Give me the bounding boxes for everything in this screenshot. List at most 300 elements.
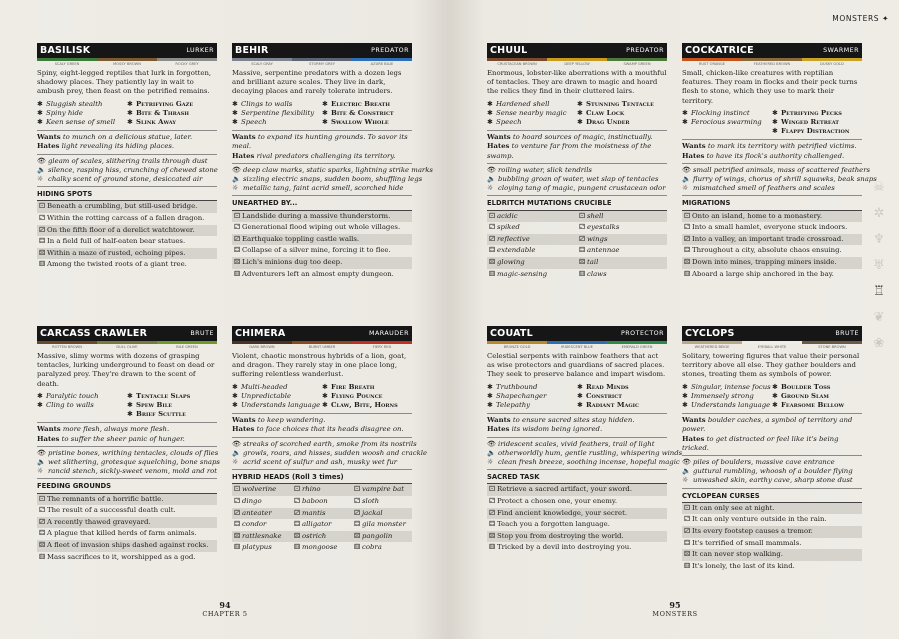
roll-table-title: FEEDING GROUNDS <box>37 482 217 493</box>
table-row: ⚁ Generational flood wiping out whole villages. <box>232 222 412 234</box>
table-row <box>487 257 667 269</box>
table-row: ⚃ It's terrified of small mammals. <box>682 538 862 550</box>
die-icon: ⚂ <box>233 508 241 517</box>
divider <box>37 154 217 155</box>
nav-splat-icon[interactable]: ✲ <box>873 206 885 221</box>
color-label: BURNT UMBER <box>308 345 336 349</box>
monster-description: Spiny, eight-legged reptiles that lurk in forgotten, shadowy places. They patiently lay in wait to ambush prey, then feast on the petrified remains. <box>37 69 212 96</box>
sense-line: 🔈 sizzling electric snaps, sudden boom, shuffling legs <box>232 175 423 184</box>
sense-line: ☼ unwashed skin, earthy cave, sharp stone dust <box>682 476 853 485</box>
monster-role: BRUTE <box>835 329 859 337</box>
divider <box>232 130 412 131</box>
table-cell: ⚂ mantis <box>292 508 352 520</box>
table-row <box>487 234 667 246</box>
nav-glyph-icon[interactable]: ♅ <box>873 258 885 273</box>
trait-item: ✱ Flocking instinct <box>682 108 750 117</box>
monster-name: BEHIR <box>235 44 269 56</box>
color-labels <box>682 61 862 67</box>
trait-item: ✱ Speech <box>232 118 267 127</box>
sound-icon: 🔈 <box>682 467 691 476</box>
monster-name: CYCLOPS <box>685 327 735 339</box>
die-icon: ⚃ <box>488 246 496 255</box>
die-icon: ⚂ <box>293 508 301 517</box>
move-item: ✱ Ground Slam <box>772 391 829 400</box>
die-icon: ⚄ <box>233 258 241 267</box>
page-number: 95 <box>669 600 681 610</box>
trait-item: ✱ Ferocious swarming <box>682 118 762 127</box>
trait-list <box>487 100 667 128</box>
smell-icon: ☼ <box>682 476 689 485</box>
sense-line: ☼ cloying tang of magic, pungent crustacean odor <box>487 184 666 193</box>
star-icon: ✱ <box>772 382 778 391</box>
color-label: SCALY GRAY <box>251 62 273 66</box>
table-cell: ⚀ acidic <box>487 211 577 223</box>
nav-trident-icon[interactable]: ♆ <box>873 232 885 247</box>
divider <box>232 437 412 438</box>
star-icon: ✱ <box>232 401 238 410</box>
roll-table <box>682 211 862 281</box>
die-icon: ⚂ <box>233 234 241 243</box>
table-row: ⚃ A plague that killed herds of farm animals. <box>37 528 217 540</box>
die-icon: ⚅ <box>683 269 691 278</box>
sound-icon: 🔈 <box>37 458 46 467</box>
die-icon: ⚂ <box>353 508 361 517</box>
die-icon: ⚀ <box>683 211 691 220</box>
sense-line: 👁 small petrified animals, mass of scattered feathers <box>682 165 871 174</box>
divider <box>232 195 412 196</box>
die-icon: ⚄ <box>293 531 301 540</box>
star-icon: ✱ <box>322 391 328 400</box>
table-row: ⚂ On the fifth floor of a derelict watchtower. <box>37 225 217 237</box>
roll-table-title: CYCLOPEAN CURSES <box>682 492 862 503</box>
monster-description: Solitary, towering figures that value their personal territory above all else. They gather boulders and stones, treating them as symbols of power. <box>682 352 860 379</box>
star-icon: ✱ <box>577 382 583 391</box>
color-labels <box>487 344 667 350</box>
move-item: ✱ Fearsome Bellow <box>772 401 845 410</box>
sense-line: ☼ metallic tang, faint acrid smell, scorched hide <box>232 184 404 193</box>
die-icon: ⚁ <box>488 223 496 232</box>
table-row: ⚄ A fleet of invasion ships dashed against rocks. <box>37 540 217 552</box>
wants-line: Wants to hoard sources of magic, instinctually. <box>487 133 653 142</box>
sight-icon: 👁 <box>682 165 691 174</box>
table-row: ⚂ Its every footstep causes a tremor. <box>682 526 862 538</box>
monster-name: BASILISK <box>40 44 91 56</box>
card-title-bar <box>37 43 217 58</box>
die-icon: ⚀ <box>683 503 691 512</box>
sense-line: ☼ clean fresh breeze, soothing incense, hopeful magic <box>487 458 680 467</box>
star-icon: ✱ <box>772 108 778 117</box>
table-row: ⚂ Find ancient knowledge, your secret. <box>487 508 667 520</box>
monster-card-basilisk <box>37 43 217 271</box>
card-title-bar <box>682 43 862 58</box>
star-icon: ✱ <box>127 410 133 419</box>
die-icon: ⚀ <box>353 485 361 494</box>
table-cell: ⚀ rhino <box>292 484 352 496</box>
table-row: ⚄ Down into mines, trapping miners inside. <box>682 257 862 269</box>
move-item: ✱ Flappy Distraction <box>772 127 850 136</box>
table-row <box>232 519 412 531</box>
smell-icon: ☼ <box>37 175 44 184</box>
table-row: ⚀ Onto an island, home to a monastery. <box>682 211 862 223</box>
table-row: ⚁ The result of a successful death cult. <box>37 505 217 517</box>
section-mark-icon: ✦ <box>882 14 889 23</box>
trait-item: ✱ Multi-headed <box>232 382 288 391</box>
die-icon: ⚁ <box>488 497 496 506</box>
star-icon: ✱ <box>37 401 43 410</box>
move-item: ✱ Stunning Tentacle <box>577 99 654 108</box>
star-icon: ✱ <box>232 118 238 127</box>
chapter-label: CHAPTER 5 <box>202 610 248 618</box>
color-label: CRUSTACEAN BROWN <box>497 62 537 66</box>
divider <box>37 186 217 187</box>
divider <box>487 163 667 164</box>
star-icon: ✱ <box>682 382 688 391</box>
monster-role: PREDATOR <box>371 46 409 54</box>
color-label: DARK BROWN <box>249 345 275 349</box>
trait-item: ✱ Keen sense of smell <box>37 118 116 127</box>
star-icon: ✱ <box>682 108 688 117</box>
table-cell: ⚃ gila monster <box>352 519 412 531</box>
star-icon: ✱ <box>322 118 328 127</box>
die-icon: ⚁ <box>38 506 46 515</box>
nav-tower-icon[interactable]: ♖ <box>873 284 885 299</box>
color-labels <box>37 61 217 67</box>
color-label: STORMY GREY <box>309 62 335 66</box>
trait-list <box>232 100 412 128</box>
sense-line: 🔈 silence, rasping hiss, crunching of chewed stone <box>37 165 218 174</box>
move-item: ✱ Winged Retreat <box>772 118 840 127</box>
die-icon: ⚄ <box>683 258 691 267</box>
sense-line: 👁 streaks of scorched earth, smoke from its nostrils <box>232 439 417 448</box>
move-item: ✱ Brief Scuttle <box>127 410 186 419</box>
wants-line: Wants to ensure sacred sites stay hidden. <box>487 416 635 425</box>
die-icon: ⚃ <box>38 529 46 538</box>
star-icon: ✱ <box>127 401 133 410</box>
star-icon: ✱ <box>577 118 583 127</box>
monster-card-cyclops <box>682 326 862 572</box>
table-row: ⚀ Retrieve a sacred artifact, your sword. <box>487 484 667 496</box>
divider <box>487 437 667 438</box>
die-icon: ⚄ <box>578 258 586 267</box>
table-row: ⚁ It can only venture outside in the rain. <box>682 514 862 526</box>
table-row: ⚃ Throughout a city, absolute chaos ensuing. <box>682 245 862 257</box>
sound-icon: 🔈 <box>487 175 496 184</box>
die-icon: ⚄ <box>38 248 46 257</box>
card-title-bar <box>487 326 667 341</box>
table-cell: ⚁ eyestalks <box>577 222 667 234</box>
star-icon: ✱ <box>682 391 688 400</box>
die-icon: ⚃ <box>683 246 691 255</box>
color-labels <box>232 61 412 67</box>
table-cell: ⚁ baboon <box>292 496 352 508</box>
smell-icon: ☼ <box>487 184 494 193</box>
chapter-nav <box>871 180 887 362</box>
divider <box>37 130 217 131</box>
star-icon: ✱ <box>232 108 238 117</box>
table-cell: ⚃ alligator <box>292 519 352 531</box>
die-icon: ⚂ <box>683 234 691 243</box>
roll-table-title: SACRED TASK <box>487 473 667 484</box>
table-cell: ⚅ mongoose <box>292 542 352 554</box>
monster-description: Small, chicken-like creatures with reptilian features. They roam in flocks and their peck turns flesh to stone, which they use to mark their territory. <box>682 69 858 105</box>
die-icon: ⚄ <box>488 258 496 267</box>
die-icon: ⚁ <box>683 515 691 524</box>
table-cell: ⚀ shell <box>577 211 667 223</box>
die-icon: ⚄ <box>353 531 361 540</box>
monster-name: COUATL <box>490 327 533 339</box>
divider <box>682 455 862 456</box>
die-icon: ⚁ <box>683 223 691 232</box>
color-label: DEEP YELLOW <box>564 62 590 66</box>
star-icon: ✱ <box>487 99 493 108</box>
die-icon: ⚂ <box>488 508 496 517</box>
nav-blossom-icon[interactable]: ❀ <box>873 336 885 351</box>
table-cell: ⚀ wolverine <box>232 484 292 496</box>
die-icon: ⚅ <box>38 552 46 561</box>
table-cell: ⚅ platypus <box>232 542 292 554</box>
monster-description: Massive, serpentine predators with a dozen legs and brilliant azure scales. They live in dark, decaying places and rarely tolerate intruders. <box>232 69 402 96</box>
roll-table-title: HIDING SPOTS <box>37 190 217 201</box>
roll-table <box>232 484 412 554</box>
move-item: ✱ Read Minds <box>577 382 629 391</box>
divider <box>682 488 862 489</box>
table-row: ⚅ Aboard a large ship anchored in the bay. <box>682 269 862 281</box>
roll-table <box>487 211 667 281</box>
die-icon: ⚄ <box>488 531 496 540</box>
trait-item: ✱ Truthbound <box>487 382 538 391</box>
table-row: ⚁ Protect a chosen one, your enemy. <box>487 496 667 508</box>
color-label: BRONZE GOLD <box>503 345 531 349</box>
monster-name: COCKATRICE <box>685 44 754 56</box>
sense-line: 🔈 growls, roars, and hisses, sudden woosh and crackle <box>232 448 428 457</box>
star-icon: ✱ <box>487 401 493 410</box>
monster-card-cockatrice <box>682 43 877 280</box>
star-icon: ✱ <box>772 118 778 127</box>
color-label: FEATHERED BROWN <box>753 62 791 66</box>
table-cell: ⚃ antennae <box>577 245 667 257</box>
color-label: WEATHERED BEIGE <box>694 345 730 349</box>
hates-line: Hates to get distracted or feel like it's being tricked. <box>682 434 839 452</box>
trait-list <box>232 383 412 411</box>
monster-description: Enormous, lobster-like aberrations with a mouthful of tentacles. They are drawn to magic and hoard the relics they find in their cluttered lairs. <box>487 69 667 96</box>
sound-icon: 🔈 <box>232 448 241 457</box>
sight-icon: 👁 <box>37 448 46 457</box>
star-icon: ✱ <box>322 99 328 108</box>
star-icon: ✱ <box>127 99 133 108</box>
divider <box>37 422 217 423</box>
table-row: ⚁ Within the rotting carcass of a fallen dragon. <box>37 213 217 225</box>
move-item: ✱ Drag Under <box>577 118 630 127</box>
table-cell: ⚁ dingo <box>232 496 292 508</box>
table-row: ⚂ A recently thawed graveyard. <box>37 517 217 529</box>
star-icon: ✱ <box>322 401 328 410</box>
sense-line: 👁 deep claw marks, static sparks, lightning strike marks <box>232 165 433 174</box>
trait-item: ✱ Immensely strong <box>682 391 754 400</box>
section-header <box>832 14 889 23</box>
sight-icon: 👁 <box>232 165 241 174</box>
divider <box>37 478 217 479</box>
table-row <box>487 245 667 257</box>
die-icon: ⚁ <box>578 223 586 232</box>
card-title-bar <box>487 43 667 58</box>
table-row: ⚄ Within a maze of rusted, echoing pipes. <box>37 248 217 260</box>
divider <box>232 163 412 164</box>
nav-skull-icon[interactable]: ☠ <box>873 180 885 195</box>
star-icon: ✱ <box>487 108 493 117</box>
star-icon: ✱ <box>772 127 778 136</box>
trait-list <box>682 383 862 411</box>
star-icon: ✱ <box>322 382 328 391</box>
wants-line: Wants boulder caches, a symbol of territory and power. <box>682 416 853 434</box>
die-icon: ⚁ <box>293 497 301 506</box>
trait-list <box>37 392 217 420</box>
star-icon: ✱ <box>322 108 328 117</box>
color-label: EMERALD GREEN <box>621 345 653 349</box>
star-icon: ✱ <box>127 118 133 127</box>
trait-item: ✱ Sluggish stealth <box>37 99 103 108</box>
die-icon: ⚂ <box>38 225 46 234</box>
table-row: ⚅ It's lonely, the last of its kind. <box>682 561 862 573</box>
die-icon: ⚀ <box>293 485 301 494</box>
divider <box>682 139 862 140</box>
table-row <box>487 269 667 281</box>
trait-item: ✱ Understands language <box>232 401 321 410</box>
table-row: ⚄ Lich's minions dug too deep. <box>232 257 412 269</box>
color-label: EYEBALL WHITE <box>757 345 787 349</box>
table-cell: ⚂ reflective <box>487 234 577 246</box>
color-label: STONE BROWN <box>818 345 846 349</box>
die-icon: ⚃ <box>578 246 586 255</box>
wants-line: Wants to keep wandering. <box>232 416 326 425</box>
table-row: ⚁ Into a small hamlet, everyone stuck indoors. <box>682 222 862 234</box>
card-title-bar <box>232 43 412 58</box>
table-row <box>232 508 412 520</box>
star-icon: ✱ <box>682 118 688 127</box>
table-row: ⚅ Mass sacrifices to it, worshipped as a god. <box>37 552 217 564</box>
die-icon: ⚂ <box>38 517 46 526</box>
sense-line: ☼ rancid stench, sickly-sweet venom, mold and rot <box>37 467 218 476</box>
sense-line: 👁 gleam of scales, slithering trails through dust <box>37 156 208 165</box>
trait-item: ✱ Speech <box>487 118 522 127</box>
trait-item: ✱ Telepathy <box>487 401 531 410</box>
move-item: ✱ Petrifying Pecks <box>772 108 842 117</box>
color-label: ROCKY GREY <box>175 62 199 66</box>
divider <box>682 163 862 164</box>
smell-icon: ☼ <box>682 184 689 193</box>
sense-line: 🔈 bubbling groan of water, wet slap of tentacles <box>487 175 659 184</box>
table-row: ⚃ Teach you a forgotten language. <box>487 519 667 531</box>
sight-icon: 👁 <box>487 439 496 448</box>
move-item: ✱ Bite & Thrash <box>127 108 189 117</box>
table-row: ⚅ Tricked by a devil into destroying you. <box>487 542 667 554</box>
sight-icon: 👁 <box>487 165 496 174</box>
roll-table-title: UNEARTHED BY... <box>232 199 412 210</box>
table-cell: ⚅ cobra <box>352 542 412 554</box>
divider <box>37 446 217 447</box>
divider <box>682 413 862 414</box>
nav-flower-icon[interactable]: ❦ <box>873 310 885 325</box>
table-cell: ⚂ anteater <box>232 508 292 520</box>
monster-name: CHUUL <box>490 44 528 56</box>
wants-line: Wants to munch on a delicious statue, later. <box>37 133 193 142</box>
sense-line: ☼ chalky scent of ground stone, desiccated air <box>37 175 203 184</box>
monster-card-carcass-crawler <box>37 326 220 563</box>
die-icon: ⚁ <box>233 223 241 232</box>
color-labels <box>232 344 412 350</box>
table-row: ⚀ Landslide during a massive thunderstorm. <box>232 211 412 223</box>
move-item: ✱ Fire Breath <box>322 382 375 391</box>
move-item: ✱ Tentacle Slaps <box>127 391 191 400</box>
divider <box>487 469 667 470</box>
chapter-label: MONSTERS <box>652 610 698 618</box>
move-item: ✱ Boulder Toss <box>772 382 831 391</box>
trait-item: ✱ Cling to walls <box>37 401 94 410</box>
trait-item: ✱ Understands language <box>682 401 771 410</box>
sound-icon: 🔈 <box>37 165 46 174</box>
die-icon: ⚁ <box>38 214 46 223</box>
roll-table-title: ELDRITCH MUTATIONS CRUCIBLE <box>487 199 667 210</box>
left-folio <box>150 600 300 618</box>
star-icon: ✱ <box>487 118 493 127</box>
divider <box>232 469 412 470</box>
die-icon: ⚂ <box>578 234 586 243</box>
color-labels <box>37 344 217 350</box>
die-icon: ⚂ <box>683 527 691 536</box>
monster-role: PROTECTOR <box>620 329 664 337</box>
card-title-bar <box>232 326 412 341</box>
monster-card-couatl <box>487 326 683 554</box>
trait-item: ✱ Clings to walls <box>232 99 293 108</box>
trait-list <box>37 100 217 128</box>
monster-role: PREDATOR <box>626 46 664 54</box>
wants-line: Wants to mark its territory with petrified victims. <box>682 142 857 151</box>
die-icon: ⚁ <box>353 497 361 506</box>
table-cell: ⚄ pangolin <box>352 531 412 543</box>
star-icon: ✱ <box>577 99 583 108</box>
color-label: DULL OLIVE <box>116 345 138 349</box>
hates-line: Hates to face choices that its heads disagree on. <box>232 425 404 434</box>
monster-role: SWARMER <box>823 46 859 54</box>
die-icon: ⚃ <box>38 237 46 246</box>
die-icon: ⚃ <box>233 520 241 529</box>
move-item: ✱ Flying Pounce <box>322 391 383 400</box>
sound-icon: 🔈 <box>232 175 241 184</box>
trait-item: ✱ Sense nearby magic <box>487 108 567 117</box>
die-icon: ⚀ <box>38 202 46 211</box>
color-label: SCALY GREEN <box>54 62 80 66</box>
monster-role: BRUTE <box>190 329 214 337</box>
die-icon: ⚃ <box>233 246 241 255</box>
smell-icon: ☼ <box>37 467 44 476</box>
smell-icon: ☼ <box>487 458 494 467</box>
star-icon: ✱ <box>127 108 133 117</box>
move-item: ✱ Claw Lock <box>577 108 625 117</box>
monster-description: Celestial serpents with rainbow feathers that act as wise protectors and guardians of sacred places. They seek to preserve balance and impart wisdom. <box>487 352 666 379</box>
divider <box>487 413 667 414</box>
die-icon: ⚃ <box>293 520 301 529</box>
hates-line: Hates to have its flock's authority challenged. <box>682 151 845 160</box>
hates-line: Hates light revealing its hiding places. <box>37 142 175 151</box>
table-cell: ⚅ magic-sensing <box>487 269 577 281</box>
card-title-bar <box>682 326 862 341</box>
monster-role: MARAUDER <box>369 329 409 337</box>
divider <box>232 413 412 414</box>
color-label: BILE GREEN <box>176 345 198 349</box>
table-cell: ⚁ sloth <box>352 496 412 508</box>
sense-line: 👁 iridescent scales, vivid feathers, trail of light <box>487 439 655 448</box>
star-icon: ✱ <box>577 391 583 400</box>
table-row: ⚃ Collapse of a silver mine, forcing it to flee. <box>232 245 412 257</box>
